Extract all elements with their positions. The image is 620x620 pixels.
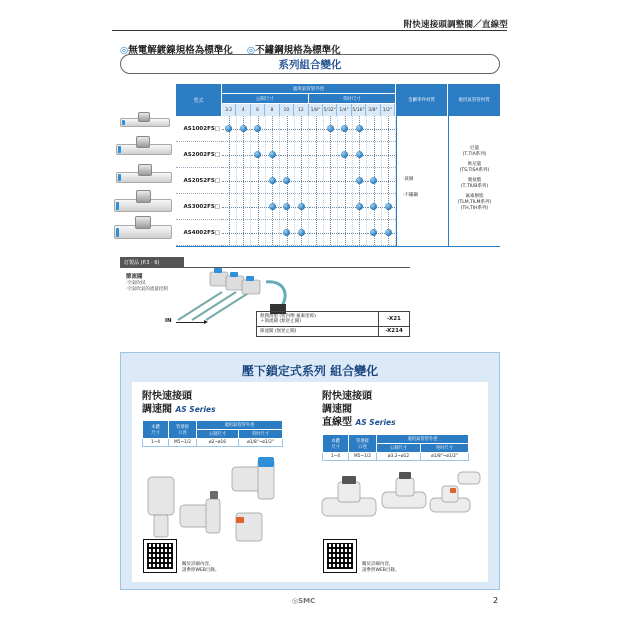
right-spec-mini-table: 本體 尺寸 管連接 口徑 適用氣管管外徑 公制尺寸 英吋尺寸 1~4 M5~1/2 ø3.2~ø12 ø1/8"~ø1/2" bbox=[322, 434, 469, 461]
model-label: AS3002FS□ bbox=[176, 194, 222, 220]
availability-cell bbox=[266, 142, 281, 167]
option-name: 節流閥 bbox=[126, 274, 143, 280]
availability-cell bbox=[309, 116, 324, 141]
availability-cell bbox=[309, 220, 324, 245]
availability-cell bbox=[338, 194, 353, 219]
availability-cell bbox=[338, 116, 353, 141]
availability-cell bbox=[280, 142, 295, 167]
material-brass: ‧黃銅 bbox=[403, 177, 414, 182]
spec-table-header bbox=[176, 84, 500, 116]
model-label: AS1002FS□ bbox=[176, 116, 222, 142]
available-dot-icon bbox=[385, 203, 392, 210]
right-product-images bbox=[318, 468, 486, 538]
product-photos bbox=[112, 108, 174, 240]
availability-cell bbox=[251, 168, 266, 193]
availability-cell bbox=[251, 220, 266, 245]
left-group-title: 附快速接頭 調速閥 AS Series bbox=[142, 391, 216, 415]
seal-material-item: 聚氨酯 (T,TIUB系列) bbox=[460, 178, 489, 189]
available-dot-icon bbox=[341, 151, 348, 158]
availability-cell bbox=[222, 168, 237, 193]
availability-cell bbox=[382, 142, 397, 167]
option-row: 無潤滑脂 (密封劑 氟素塗佈) ＋節流閥 (無逆止閥) -X21 bbox=[257, 312, 409, 327]
availability-cell bbox=[367, 116, 382, 141]
size-header-cell: 1/4" bbox=[337, 104, 351, 116]
availability-cell bbox=[382, 194, 397, 219]
availability-cell bbox=[309, 168, 324, 193]
availability-cell bbox=[382, 168, 397, 193]
option-row: 節流閥 (無逆止閥) -X214 bbox=[257, 327, 409, 336]
availability-cell bbox=[367, 168, 382, 193]
availability-cell bbox=[280, 168, 295, 193]
availability-cell bbox=[251, 142, 266, 167]
col-model-header: 型式 bbox=[176, 84, 222, 116]
qr-code-left[interactable] bbox=[144, 540, 176, 572]
availability-cell bbox=[266, 220, 281, 245]
availability-cell bbox=[280, 116, 295, 141]
right-group-title: 附快速接頭 調速閥 直線型 AS Series bbox=[322, 391, 396, 428]
col-seal-header: 適用氣管管材質 bbox=[448, 84, 500, 116]
page-number: 2 bbox=[493, 596, 499, 605]
available-dot-icon bbox=[327, 125, 334, 132]
size-header-cell: 5/16" bbox=[352, 104, 366, 116]
availability-cell bbox=[280, 194, 295, 219]
product-photo-as2052 bbox=[116, 164, 172, 188]
series-banner: 系列組合變化 bbox=[120, 54, 500, 74]
size-header-cell: 3/8" bbox=[366, 104, 380, 116]
option-table bbox=[256, 311, 410, 337]
availability-row bbox=[222, 168, 396, 194]
product-photo-as1002 bbox=[120, 112, 170, 132]
available-dot-icon bbox=[370, 177, 377, 184]
header-rule bbox=[112, 30, 507, 31]
availability-cell bbox=[309, 142, 324, 167]
left-spec-mini-table: 本體 尺寸 管連接 口徑 適用氣管管外徑 公制尺寸 英吋尺寸 1~4 M5~1/2 ø2~ø16 ø1/8"~ø1/2" bbox=[142, 420, 283, 447]
circle-bullet-icon: ◎ bbox=[120, 45, 129, 56]
availability-cell bbox=[309, 194, 324, 219]
availability-cell bbox=[266, 116, 281, 141]
availability-row bbox=[222, 220, 396, 246]
seal-material-item: 氟素樹脂 (TLM,TILM系列) (TH,TIH系列) bbox=[457, 194, 492, 211]
availability-cell bbox=[251, 116, 266, 141]
available-dot-icon bbox=[225, 125, 232, 132]
size-header-cell: 3.2 bbox=[222, 104, 236, 116]
size-header-cell: 1/8" bbox=[309, 104, 323, 116]
col-metric-header: 公制尺寸 bbox=[222, 94, 309, 103]
availability-cell bbox=[237, 194, 252, 219]
available-dot-icon bbox=[341, 125, 348, 132]
available-dot-icon bbox=[240, 125, 247, 132]
availability-row bbox=[222, 194, 396, 220]
availability-cell bbox=[338, 220, 353, 245]
available-dot-icon bbox=[269, 151, 276, 158]
size-header-cell: 10 bbox=[280, 104, 294, 116]
availability-cell bbox=[295, 142, 310, 167]
availability-cell bbox=[353, 142, 368, 167]
availability-cell bbox=[338, 142, 353, 167]
available-dot-icon bbox=[385, 229, 392, 236]
available-dot-icon bbox=[370, 229, 377, 236]
size-header-cell: 5/32" bbox=[323, 104, 337, 116]
availability-cell bbox=[295, 220, 310, 245]
available-dot-icon bbox=[370, 203, 377, 210]
size-header-row bbox=[222, 104, 395, 116]
available-dot-icon bbox=[356, 203, 363, 210]
availability-cell bbox=[353, 116, 368, 141]
availability-cell bbox=[353, 194, 368, 219]
size-header-cell: 12 bbox=[294, 104, 308, 116]
seal-column bbox=[448, 116, 500, 246]
available-dot-icon bbox=[356, 151, 363, 158]
size-header-cell: 6 bbox=[251, 104, 265, 116]
available-dot-icon bbox=[254, 151, 261, 158]
availability-cell bbox=[295, 168, 310, 193]
availability-cell bbox=[280, 220, 295, 245]
available-dot-icon bbox=[356, 177, 363, 184]
spec-table bbox=[176, 84, 500, 247]
available-dot-icon bbox=[283, 229, 290, 236]
availability-cell bbox=[222, 116, 237, 141]
option-tab: 訂製品 (P.3 · 6) bbox=[120, 257, 184, 267]
availability-cell bbox=[237, 220, 252, 245]
availability-cell bbox=[324, 142, 339, 167]
circle-bullet-icon: ◎ bbox=[246, 45, 256, 56]
left-product-images bbox=[140, 455, 300, 550]
model-label: AS2002FS□ bbox=[176, 142, 222, 168]
availability-cell bbox=[382, 220, 397, 245]
availability-cell bbox=[338, 168, 353, 193]
available-dot-icon bbox=[298, 203, 305, 210]
availability-cell bbox=[266, 168, 281, 193]
availability-cell bbox=[367, 142, 382, 167]
availability-cell bbox=[237, 142, 252, 167]
availability-cell bbox=[367, 194, 382, 219]
left-web-note: 關於詳細內容， 請參照WEB目錄。 bbox=[182, 562, 220, 573]
availability-cell bbox=[237, 168, 252, 193]
model-label: AS2052FS□ bbox=[176, 168, 222, 194]
availability-cell bbox=[367, 220, 382, 245]
availability-cell bbox=[382, 116, 397, 141]
availability-cell bbox=[222, 194, 237, 219]
availability-cell bbox=[324, 116, 339, 141]
available-dot-icon bbox=[298, 229, 305, 236]
standard-item-1: ◎無電解鍍鎳規格為標準化 bbox=[120, 45, 233, 56]
model-label: AS4002FS□ bbox=[176, 220, 222, 246]
model-column bbox=[176, 116, 222, 246]
size-header-cell: 4 bbox=[236, 104, 250, 116]
available-dot-icon bbox=[283, 177, 290, 184]
right-web-note: 關於詳細內容， 請參照WEB目錄。 bbox=[362, 562, 400, 573]
seal-material-item: 尼龍 (T,TIA系列) bbox=[462, 146, 487, 157]
arrow-right-icon bbox=[176, 322, 206, 323]
available-dot-icon bbox=[283, 203, 290, 210]
availability-cell bbox=[295, 116, 310, 141]
option-description: ‧空氣吹拭 ‧空氣吹氣的流量控制 bbox=[126, 281, 168, 292]
smc-logo: ◎SMC bbox=[292, 597, 316, 605]
material-stainless: ‧不鏽鋼 bbox=[403, 193, 418, 198]
material-column bbox=[396, 116, 448, 246]
product-photo-as2002 bbox=[116, 136, 172, 160]
smc-globe-icon: ◎ bbox=[292, 597, 299, 605]
col-material-header: 金屬零件材質 bbox=[396, 84, 448, 116]
availability-cell bbox=[295, 194, 310, 219]
availability-cell bbox=[237, 116, 252, 141]
availability-cell bbox=[222, 142, 237, 167]
page-header-title: 附快速接頭調整閥／直線型 bbox=[403, 20, 508, 30]
available-dot-icon bbox=[269, 203, 276, 210]
in-label: IN bbox=[165, 318, 172, 324]
spec-table-body bbox=[176, 116, 500, 247]
availability-cell bbox=[266, 194, 281, 219]
availability-cell bbox=[353, 220, 368, 245]
col-inch-header: 英吋尺寸 bbox=[342, 96, 361, 102]
availability-cell bbox=[324, 194, 339, 219]
col-tube-header: 適用氣管管外徑 公制尺寸 英吋尺寸 3.2 4 6 8 10 12 1/8" 5/32" 1/4" 5/16" 3/8" 1/2" bbox=[222, 84, 396, 116]
available-dot-icon bbox=[356, 125, 363, 132]
product-photo-as3002 bbox=[114, 190, 172, 216]
availability-cell bbox=[353, 168, 368, 193]
availability-row bbox=[222, 116, 396, 142]
product-photo-as4002 bbox=[114, 216, 172, 242]
available-dot-icon bbox=[254, 125, 261, 132]
availability-cell bbox=[324, 220, 339, 245]
standard-item-2: ◎不鏽鋼規格為標準化 bbox=[246, 45, 341, 56]
available-dot-icon bbox=[269, 177, 276, 184]
availability-cell bbox=[251, 194, 266, 219]
availability-row bbox=[222, 142, 396, 168]
availability-cell bbox=[324, 168, 339, 193]
availability-cell bbox=[222, 220, 237, 245]
qr-code-right[interactable] bbox=[324, 540, 356, 572]
size-header-cell: 8 bbox=[265, 104, 279, 116]
feature-title: 壓下鎖定式系列 組合變化 bbox=[241, 364, 379, 378]
availability-grid bbox=[222, 116, 396, 246]
seal-material-item: 軟尼龍 (TS,TISA系列) bbox=[459, 162, 490, 173]
size-header-cell: 1/2" bbox=[381, 104, 395, 116]
